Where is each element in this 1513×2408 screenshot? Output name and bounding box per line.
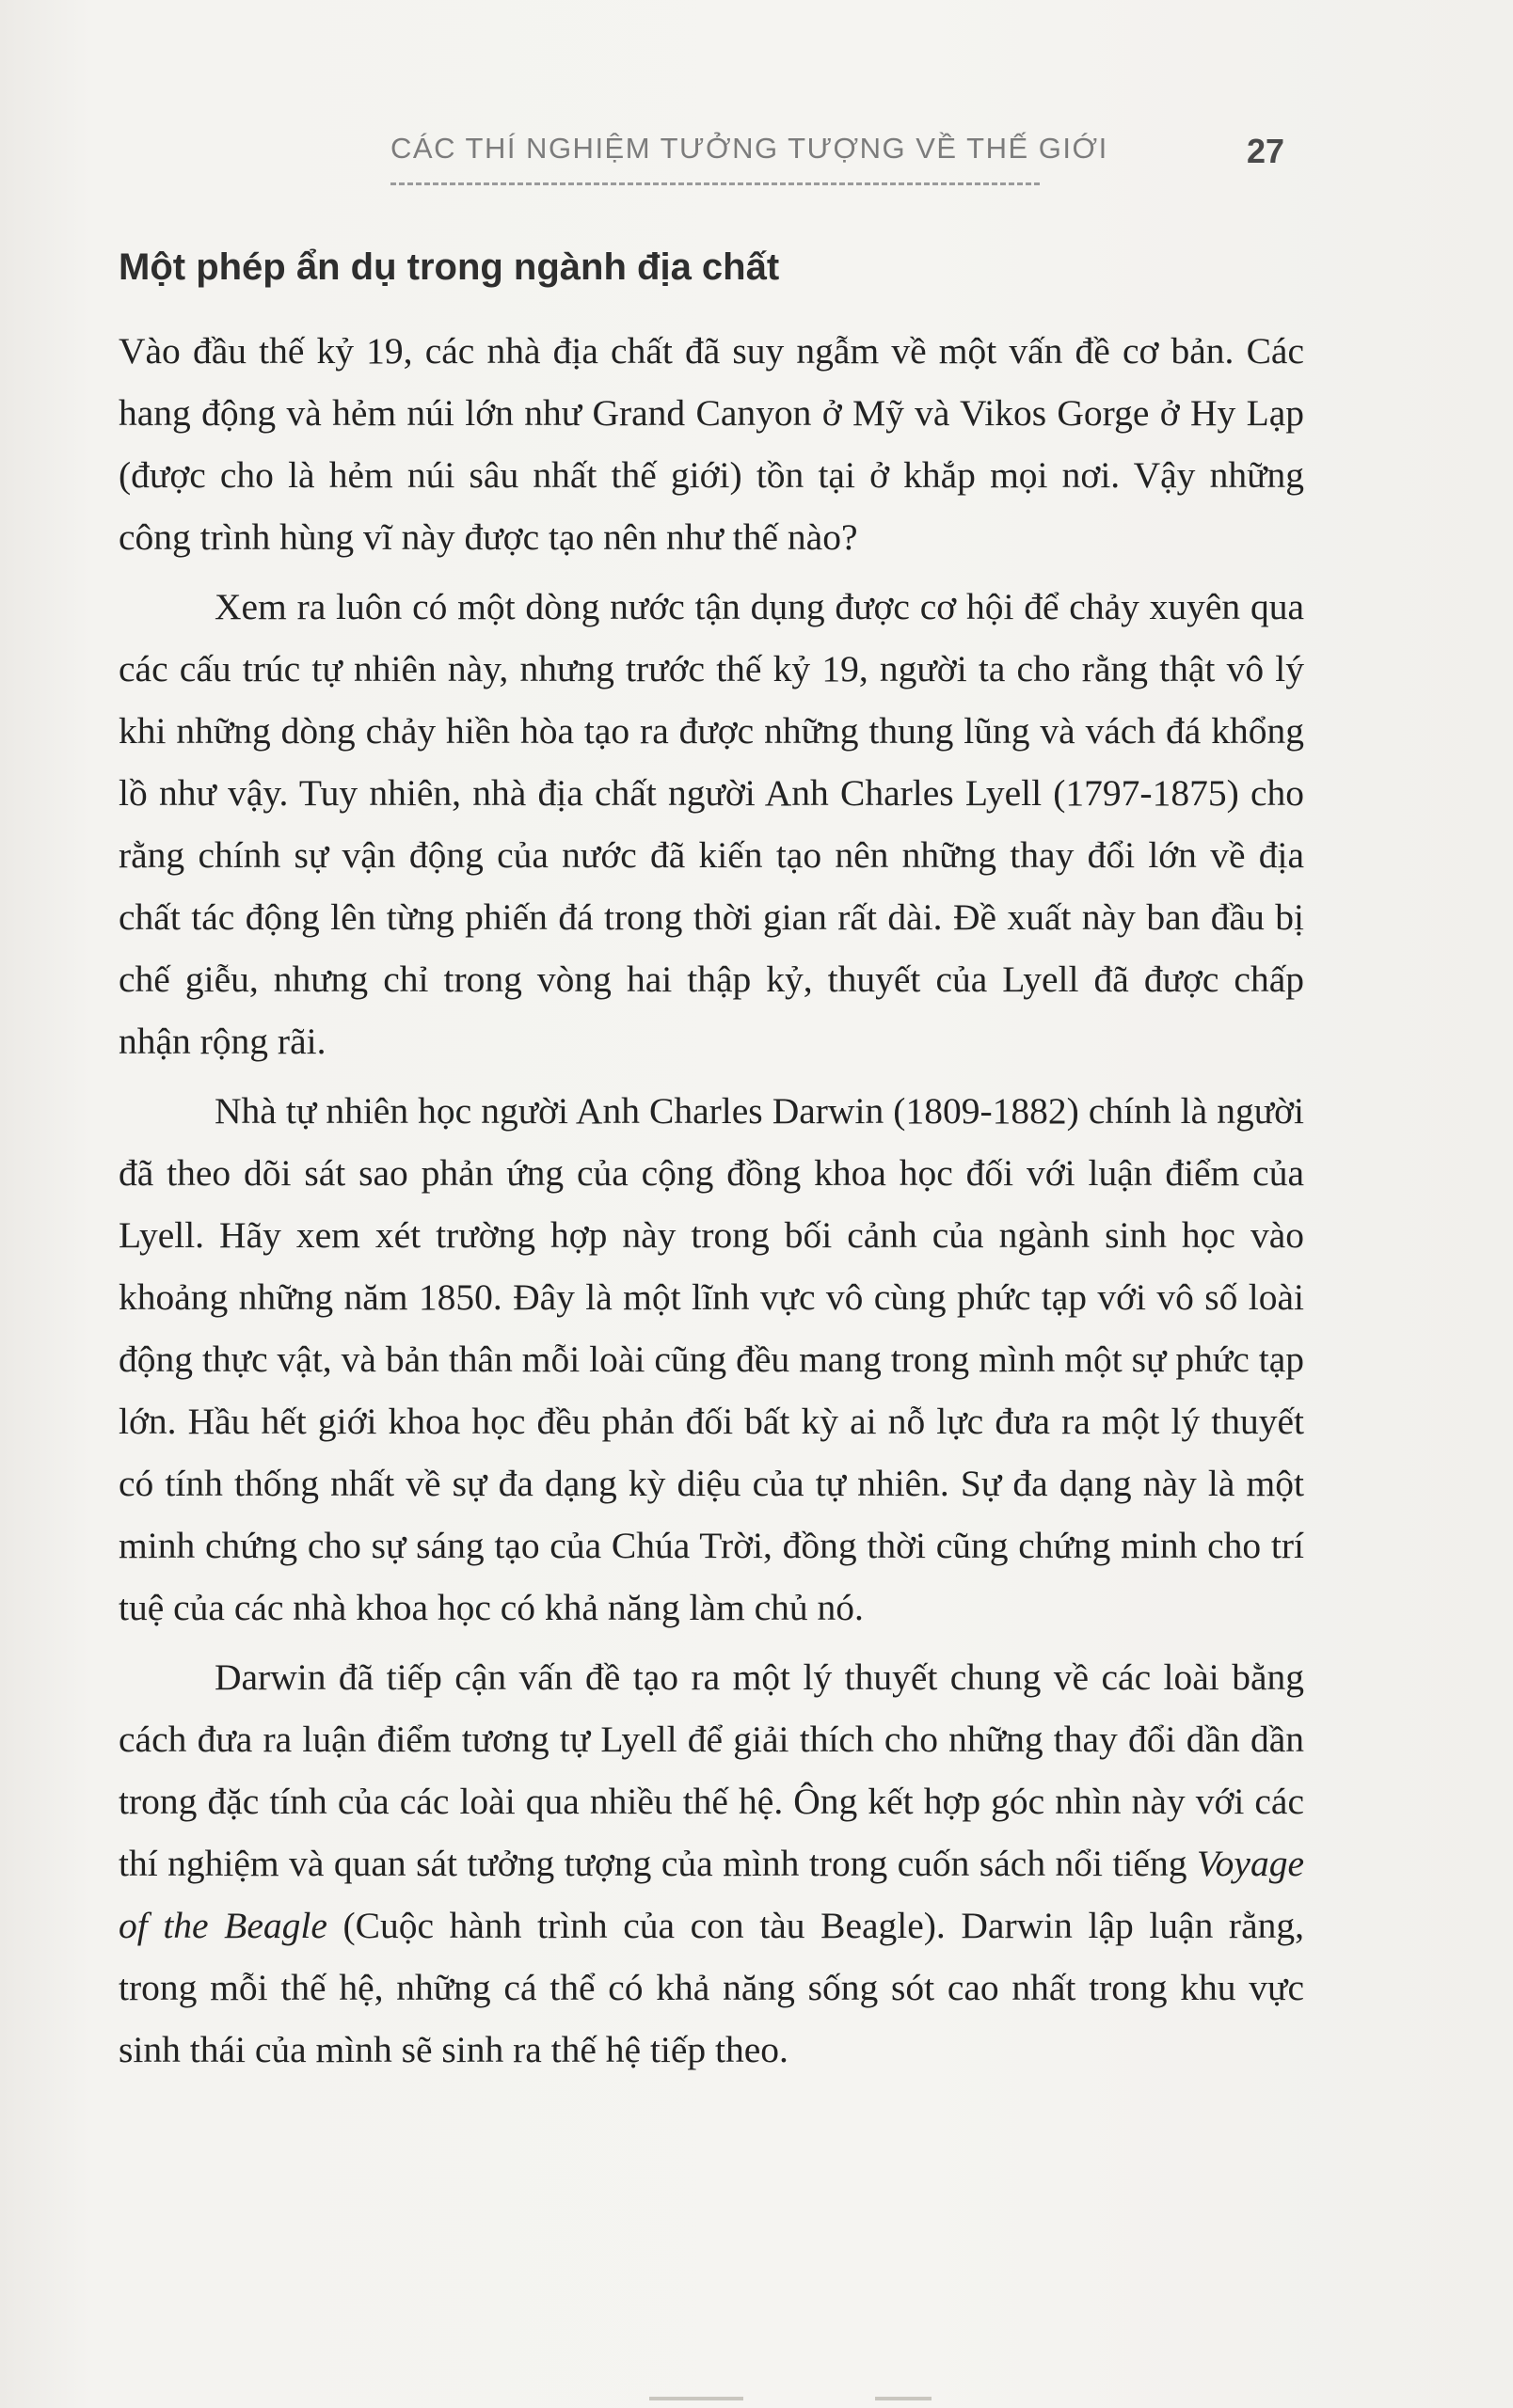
page-number: 27 [1247, 132, 1285, 170]
paragraph-4-text-start: Darwin đã tiếp cận vấn đề tạo ra một lý thuyết chung về các loài bằng cách đưa ra luận điểm tương tự Lyell để giải thích cho những thay đổi dần dần trong đặc tính của các loài qua nhiều thế hệ. Ông kết hợp góc nhìn này với các thí nghiệm và quan sát tưởng tượng của mình trong cuốn sách nổi tiếng [119, 1656, 1304, 1884]
section-heading: Một phép ẩn dụ trong ngành địa chất [119, 246, 780, 288]
paragraph-4-text-end: (Cuộc hành trình của con tàu Beagle). Darwin lập luận rằng, trong mỗi thế hệ, những cá thể có khả năng sống sót cao nhất trong khu vực sinh thái của mình sẽ sinh ra thế hệ tiếp theo. [119, 1905, 1304, 2070]
paragraph-2: Xem ra luôn có một dòng nước tận dụng được cơ hội để chảy xuyên qua các cấu trúc tự nhiên này, nhưng trước thế kỷ 19, người ta cho rằng thật vô lý khi những dòng chảy hiền hòa tạo ra được những thung lũng và vách đá khổng lồ như vậy. Tuy nhiên, nhà địa chất người Anh Charles Lyell (1797-1875) cho rằng chính sự vận động của nước đã kiến tạo nên những thay đổi lớn về địa chất tác động lên từng phiến đá trong thời gian rất dài. Đề xuất này ban đầu bị chế giễu, nhưng chỉ trong vòng hai thập kỷ, thuyết của Lyell đã được chấp nhận rộng rãi. [119, 586, 1304, 1062]
bottom-edge-mark-left [649, 2397, 743, 2400]
paragraph-1: Vào đầu thế kỷ 19, các nhà địa chất đã suy ngẫm về một vấn đề cơ bản. Các hang động và hẻm núi lớn như Grand Canyon ở Mỹ và Vikos Gorge ở Hy Lạp (được cho là hẻm núi sâu nhất thế giới) tồn tại ở khắp mọi nơi. Vậy những công trình hùng vĩ này được tạo nên như thế nào? [119, 330, 1304, 558]
book-title: Voyage of the Beagle [119, 1843, 1304, 1946]
running-header-title: CÁC THÍ NGHIỆM TƯỞNG TƯỢNG VỀ THẾ GIỚI [390, 132, 1108, 165]
header-dashed-rule [390, 182, 1040, 185]
bottom-edge-mark-right [875, 2397, 932, 2400]
paragraph-3: Nhà tự nhiên học người Anh Charles Darwin (1809-1882) chính là người đã theo dõi sát sao phản ứng của cộng đồng khoa học đối với luận điểm của Lyell. Hãy xem xét trường hợp này trong bối cảnh của ngành sinh học vào khoảng những năm 1850. Đây là một lĩnh vực vô cùng phức tạp với vô số loài động thực vật, và bản thân mỗi loài cũng đều mang trong mình một sự phức tạp lớn. Hầu hết giới khoa học đều phản đối bất kỳ ai nỗ lực đưa ra một lý thuyết có tính thống nhất về sự đa dạng kỳ diệu của tự nhiên. Sự đa dạng này là một minh chứng cho sự sáng tạo của Chúa Trời, đồng thời cũng chứng minh cho trí tuệ của các nhà khoa học có khả năng làm chủ nó. [119, 1090, 1304, 1628]
paragraph-4 [119, 1646, 1304, 2081]
body-text [119, 320, 1304, 2088]
